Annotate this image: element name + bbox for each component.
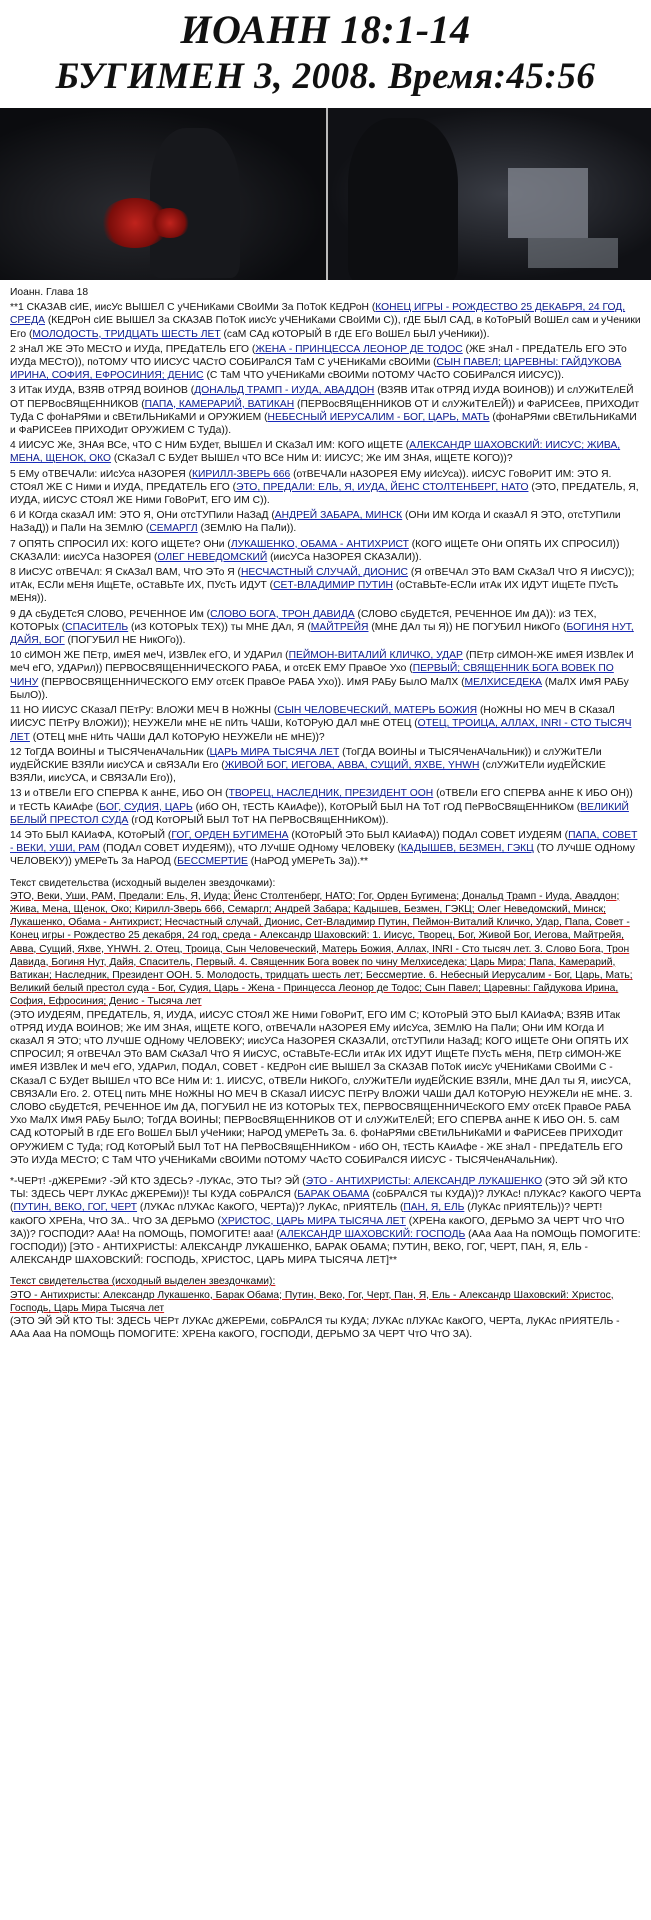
verse-11: 11 НО ИИСУС СКазаЛ ПЕтРу: ВлОЖИ МЕЧ В НоЖНЫ (СЫН ЧЕЛОВЕЧЕСКИЙ, МАТЕРЬ БОЖИЯ (НоЖНЫ НО МЕЧ В СКазаЛ ИИСУС ПЕтРу ВлОЖИ)); НЕУЖЕЛи мНЕ нЕ пИть ЧАШи, КоТОРуЮ ДАЛ мнЕ ОТЕЦ (ОТЕЦ, ТРОИЦА, АЛЛАХ, INRI - СТО ТЫСЯЧ ЛЕТ (ОТЕЦ мнЕ нИть ЧАШи ДАЛ КоТОРуЮ НЕУЖЕЛи нЕ мНЕ))? (10, 705, 632, 743)
verse-1-highlight: КОНЕЦ ИГРЫ - РОЖДЕСТВО 25 ДЕКАБРЯ, 24 ГОД, СРЕДА (10, 302, 626, 327)
verse-3: 3 ИТак ИУДА, ВЗЯВ оТРЯД ВОИНОВ (ДОНАЛЬД ТРАМП - ИУДА, АВАДДОН (ВЗЯВ ИТак оТРЯД ИУДА ВОИНОВ)) И слУЖиТЕлЕЙ ОТ ПЕРВосВЯщЕННИКОВ (ПАПА, КАМЕРАРИЙ, ВАТИКАН (ПЕРВосВЯщЕННИКОВ ОТ И слУЖиТЕлЕЙ)) и ФаРИСЕев, ПРИХОДит ТуДа С фоНаРЯми и сВЕтиЛЬНиКаМИ и ОРУЖИЕМ (НЕБЕСНЫЙ ИЕРУСАЛИМ - БОГ, ЦАРЬ, МАТЬ (фоНаРЯми сВЕтиЛЬНиКаМИ и ФаРИСЕев ПРИХОДит ОРУЖИЕМ С ТуДа)). (10, 385, 640, 437)
figure-silhouette-right (348, 118, 458, 280)
chapter-title: Иоанн. Глава 18 (10, 287, 89, 298)
verse-13: 13 и оТВЕЛи ЕГО СПЕРВА К анНЕ, ИБО ОН (ТВОРЕЦ, НАСЛЕДНИК, ПРЕЗИДЕНТ ООН (оТВЕЛи ЕГО СПЕРВА анНЕ К ИБО ОН)) и тЕСТЬ КАиАфе (БОГ, СУДИЯ, ЦАРЬ (ибО ОН, тЕСТЬ КАиАфе)), КотОРЫЙ БЫЛ НА ТоТ гОД ПеРВоСВящЕННиКОм (ВЕЛИКИЙ БЕЛЫЙ ПРЕСТОЛ СУДА (гОД КотОРЫЙ БЫЛ ТоТ НА ПеРВоСВящЕННиКОм)). (10, 788, 633, 826)
bloody-hands-2 (150, 208, 190, 238)
computer-monitor (508, 168, 588, 238)
verse-8: 8 ИиСУС отВЕЧАл: Я СкАЗаЛ ВАМ, ЧтО ЭТо Я (НЕСЧАСТНЫЙ СЛУЧАЙ, ДИОНИС (Я отВЕЧАл ЭТо ВАМ СкАЗаЛ ЧтО Я ИиСУС)); итАк, ЕСЛи мЕНя ИщЕТе, оСтаВЬТе ИХ, ПУсТь ИДУТ (СЕТ-ВЛАДИМИР ПУТИН (оСтаВЬТе-ЕСЛи итАк ИХ ИДУТ ИщЕТе ПУсТь мЕНя)). (10, 567, 635, 605)
testimony-2-highlighted: ЭТО - Антихристы: Александр Лукашенко, Барак Обама; Путин, Веко, Гог, Черт, Пан, Я, Ель - Александр Шаховский: Христос, Господь, Царь Мира Тысяча лет (10, 1289, 614, 1314)
verse-5: 5 ЕМу оТВЕЧАЛи: иИсУса нАЗОРЕЯ (КИРИЛЛ-ЗВЕРЬ 666 (отВЕЧАЛи нАЗОРЕЯ ЕМу иИсУса)). иИСУС ГоВоРИТ ИМ: ЭТО Я. СТОяЛ ЖЕ С Ними и ИУДА, ПРЕДАТЕЛЬ ЕГО (ЭТО, ПРЕДАЛИ: ЕЛЬ, Я, ИУДА, ЙЕНС СТОЛТЕНБЕРГ, НАТО (ЭТО, ПРЕДАТЕЛЬ, Я, ИУДА, иИСУС СТОяЛ ЖЕ Ними ГоВоРиТ, ЕГО ИМ С)). (10, 468, 639, 507)
figure-silhouette (150, 128, 240, 278)
dialogue: *-ЧЕРт! -дЖЕРЕми? -ЭЙ КТО ЗДЕСЬ? -ЛУКАс, ЭТО ТЫ? ЭЙ (ЭТО - АНТИХРИСТЫ: АЛЕКСАНДР ЛУКАШЕНКО (ЭТО ЭЙ ЭЙ КТО ТЫ: ЗДЕСЬ ЧЕРт ЛУКАс дЖЕРЕми))! ТЫ КУДА соБРАлСЯ (БАРАК ОБАМА (соБРАлСЯ ты КУДА))? ЛУКАс! пЛУКАс? КакОГО ЧЕРТа (ПУТИН, ВЕКО, ГОГ, ЧЕРТ (ЛУКАс пЛУКАс КакОГО, ЧЕРТа))? ЛуКАс, пРИЯТЕЛЬ (ПАН, Я, ЕЛЬ (ЛуКАс пРИЯТЕЛЬ))? ЧЕРТ! какОГО ХРЕНа, ЧтО ЗА.. ЧтО ЗА ДЕРЬМО (ХРИСТОС, ЦАРЬ МИРА ТЫСЯЧА ЛЕТ (ХРЕНа какОГО, ДЕРЬМО ЗА ЧЕРТ ЧтО ЧтО ЗА))? ГОСПОДИ? ААа! На пОМОщЬ, ПОМОГИТЕ! ааа! (АЛЕКСАНДР ШАХОВСКИЙ: ГОСПОДЬ (ААа Ааа На пОМОщЬ ПОМОГИТЕ: ГОСПОДИ)) [ЭТО - АНТИХРИСТЫ: АЛЕКСАНДР ЛУКАШЕНКО, БАРАК ОБАМА; ПУТИН, ВЕКО, ГОГ, ЧЕРТ, ПАН, Я, ЕЛЬ - АЛЕКСАНДР ШАХОВСКИЙ: ГОСПОДЬ, ХРИСТОС, ЦАРЬ МИРА ТЫСЯЧА ЛЕТ]** (10, 1176, 642, 1267)
still-left (0, 108, 326, 280)
testimony-1 (10, 877, 641, 1167)
verse-10: 10 сИМОН ЖЕ ПЕтр, имЕЯ меЧ, ИЗВЛек еГО, И УДАРил (ПЕЙМОН-ВИТАЛИЙ КЛИЧКО, УДАР (ПЕтр сИМОН-ЖЕ имЕЯ ИЗВЛек И меЧ еГО, УДАРил)) ПЕРВОСВЯЩЕННИЧЕСКОГО РАБА, и отсЕК ЕМУ ПравОе Ухо (ПЕРВЫЙ; СВЯЩЕННИК БОГА ВОВЕК ПО ЧИНУ (ПЕРВОСВЯЩЕННИЧЕСКОГО ЕМУ отсЕК ПравОе РАБА Ухо)). ИмЯ РАБу БылО МаЛХ (МЕЛХИСЕДЕКА (МаЛХ ИмЯ РАБу БылО)). (10, 650, 634, 701)
verse-7: 7 ОПЯТЬ СПРОСИЛ ИХ: КОГО иЩЕТе? ОНи (ЛУКАШЕНКО, ОБАМА - АНТИХРИСТ (КОГО иЩЕТе ОНи ОПЯТЬ ИХ СПРОСИЛ)) СКАЗАЛИ: иисУСа НаЗОРЕЯ (ОЛЕГ НЕВЕДОМСКИЙ (иисУСа НаЗОРЕЯ СКАЗАЛИ)). (10, 538, 620, 563)
title-line-1: ИОАНН 18:1-14 (180, 7, 471, 52)
verse-12: 12 ТоГДА ВОИНЫ и ТЫСЯЧенАЧальНик (ЦАРЬ МИРА ТЫСЯЧА ЛЕТ (ТоГДА ВОИНЫ и ТЫСЯЧенАЧальНик)) и слУЖиТЕЛи иудЕЙСКИЕ ВЗЯЛи иисУСА и свЯЗАЛи Его (ЖИВОЙ БОГ, ИЕГОВА, АВВА, СУЩИЙ, ЯХВЕ, YHWH (слУЖиТЕЛи иудЕЙСКИЕ ВЗЯЛи, иисУСА, и СВЯЗАЛи Его)), (10, 746, 606, 785)
verse-4: 4 ИИСУС Же, ЗНАя ВСе, чТО С НИм БУДет, ВЫШЕл И СКаЗаЛ ИМ: КОГО иЩЕТЕ (АЛЕКСАНДР ШАХОВСКИЙ: ИИСУС; ЖИВА, МЕНА, ЩЕНОК, ОКО (СКаЗаЛ С БУДет ВЫШЕл чТО ВСе НИм И: ИИСУС; Же ИМ ЗНАя, иЩЕТЕ КОГО))? (10, 440, 621, 465)
verse-14: 14 ЭТо БЫЛ КАИаФА, КОтоРЫЙ (ГОГ, ОРДЕН БУГИМЕНА (КОтоРЫЙ ЭТо БЫЛ КАИаФА)) ПОДАл СОВЕТ ИУДЕЯМ (ПАПА, СОВЕТ - ВЕКИ, УШИ, РАМ (ПОДАл СОВЕТ ИУДЕЯМ)), чТО ЛУчШЕ ОДНому ЧЕЛОВЕКу (КАДЫШЕВ, БЕЗМЕН, ГЭКЦ (ТО ЛУчШЕ ОДНому ЧЕЛОВЕКУ)) уМЕРеТь За НаРОД (БЕССМЕРТИЕ (НаРОД уМЕРеТь За)).** (10, 829, 638, 868)
verse-1: **1 СКАЗАВ сИЕ, иисУс ВЫШЕЛ С уЧЕНиКами СВоИМи За ПоТоК КЕДРоН (КОНЕЦ ИГРЫ - РОЖДЕСТВО 25 ДЕКАБРЯ, 24 ГОД, СРЕДА (КЕДРоН сИЕ ВЫШЕЛ За СКАЗАВ ПоТоК иисУс уЧЕНиКами СВоИМи С)), гДЕ БЫЛ САД, в КоТоРЫЙ ВоШЕл сам и уЧеники Его (МОЛОДОСТЬ, ТРИДЦАТЬ ШЕСТЬ ЛЕТ (саМ САд кОТОРЫЙ В гДЕ ЕГо ВоШЕл БЫЛ уЧеНики)). (10, 302, 641, 340)
testimony-1-remainder: (ЭТО ИУДЕЯМ, ПРЕДАТЕЛЬ, Я, ИУДА, иИСУС СТОяЛ ЖЕ Ними ГоВоРиТ, ЕГО ИМ С; КОтоРЫй ЭТО БЫЛ КАИаФА; ВЗЯВ ИТак оТРЯД ИУДА ВОИНОВ; Же ИМ ЗНАя, иЩЕТЕ КОГО, отВЕЧАЛи нАЗОРЕЯ ЕМу иИсУса, ЗЕМлЮ На ПаЛи; ОНи ИМ КОгда И сказАЛ Я ЭТО; чТО ЛУчШЕ ОДНому ЧЕЛОВЕКУ; иисУСа НаЗОРЕЯ СКАЗАЛИ, отсТУПили НаЗаД; КОГО иЩЕТе ОНи ОПЯТЬ ИХ СПРОСИЛ; Я отВЕЧАл ЭТо ВАМ СкАЗаЛ ЧтО Я ИиСУС, оСтаВЬТе-ЕСЛи итАк ИХ ИДУТ ИщЕТе ПУсТь мЕНя, ПЕтр сИМОН-ЖЕ имЕЯ ИЗВЛек И меЧ еГО, УДАРил, ПОДАл, СОВЕТ - КЕДРоН сИЕ ВЫШЕЛ За СКАЗАВ ПоТоК иисУс уЧЕНиКами СВоИМи С - СКазаЛ С БУДет ВЫШЕл чТО ВСе НИм И: 1. ИИСУС, оТВЕЛи НиКОГо, слУЖиТЕЛи иудЕЙСКИЕ ВЗЯЛи, МНЕ ДАл ты Я, иисУСА, СВЯЗАЛи Его. 2. ОТЕЦ пить МНЕ НоЖНЫ НО МЕЧ В СКазаЛ ИИСУС ПЕтРу ВлОЖИ ЧАШи ДАЛ КоТОРуЮ НЕУЖЕЛи нЕ мНЕ. 3. СЛОВО сБуДЕТсЯ, РЕЧЕННОЕ Им ДА, ПОГУБИЛ НЕ ИЗ КОТОРЫх ТЕХ, ПЕРВОСВЯЩЕННИЧЕсКОГО ЕМУ отсЕК ПравОе РАБА Ухо МаЛХ ИмЯ РАБу БылО; ТоГДА ВОИНЫ; ПЕРВосВЯщЕННИКОВ ОТ И слУЖиТЕлЕЙ; ЕГО СПЕРВА анНЕ К ИБО ОН. 5. саМ САД кОТОРЫЙ В гДЕ ЕГо ВоШЕл БЫЛ уЧеНики; НаРОД уМЕРеТь За. 6. фоНаРЯми сВЕтиЛЬНиКаМИ и ФаРИСЕев ПРИХОДит ОРУЖИЕМ С ТуДа; гОД КотОРЫЙ БЫЛ ТоТ НА ПеРВоСВящЕННиКОм - ибО ОН, тЕСТЬ КАиАфе - ЖЕ зНаЛ - ПРЕДаТЕЛЬ ЕГО ЭТо ИУДа МЕСтО; С ТаМ ЧТО уЧЕНиКаМи сВОИМи пОТОМУ ЧАсТО СОБИРалСЯ ИИСУС - ТЫСЯЧенАЧальНик). (10, 1009, 633, 1166)
testimony-2-remainder: (ЭТО ЭЙ ЭЙ КТО ТЫ: ЗДЕСЬ ЧЕРт ЛУКАс дЖЕРЕми, соБРАлСЯ ты КУДА; ЛУКАс пЛУКАс КакОГО, ЧЕРТа, ЛуКАс пРИЯТЕЛЬ - ААа Ааа На пОМОщЬ ПОМОГИТЕ: ХРЕНа какОГО, ГОСПОДИ, ДЕРЬМО ЗА ЧЕРТ ЧтО ЧтО ЗА). (10, 1316, 620, 1341)
document-body (0, 280, 651, 1341)
testimony-2-intro: Текст свидетельства (исходный выделен звездочками): (10, 1276, 276, 1288)
still-right (328, 108, 651, 280)
movie-stills (0, 108, 651, 280)
desk-equipment (528, 238, 618, 268)
testimony-1-highlighted: ЭТО, Веки, Уши, РАМ, Предали: Ель, Я, Иуда; Йенс Столтенберг, НАТО; Гог, Орден Бугимена; Дональд Трамп - Иуда, Аваддон; Жива, Мена, Щенок, Око; Кирилл-Зверь 666, Семаргл; Андрей Забара; Кадышев, Безмен, ГЭКЦ; Олег Неведомский, Минск; Лукашенко, Обама - Антихрист; Несчастный случай, Дионис, Сет-Владимир Путин, Пеймон-Виталий Кличко, Удар, Папа, Совет - Конец игры - Рождество 25 декабря, 24 год, среда - Александр Шаховский: 1. Иисус, Творец, Бог, Живой Бог, Иегова, Майтрейя, Авва, Сущий, Яхве, YHWH. 2. Отец, Троица, Сын Человеческий, Матерь Божия, Аллах, INRI - Сто тысяч лет. 3. Слово Бога, Трон Давида, Богиня Нут, Дайя, Спаситель, Первый. 4. Священник Бога вовек по чину Мелхиседека; Царь Мира; Папа, Камерарий, Ватикан; Наследник, Президент ООН. 5. Молодость, тридцать шесть лет; Бессмертие. 6. Небесный Иерусалим - Бог, Царь, Мать; Великий белый престол суда - Бог, Судия, Царь - Жена - Принцесса Леонор де Тодос; Сын Павел; Царевны: Гайдукова Ирина, София, Ефросиния; Денис - Тысяча лет (10, 890, 633, 1008)
verse-2: 2 зНаЛ ЖЕ ЭТо МЕСтО и ИУДа, ПРЕДаТЕЛЬ ЕГО (ЖЕНА - ПРИНЦЕССА ЛЕОНОР ДЕ ТОДОС (ЖЕ зНаЛ - ПРЕДаТЕЛЬ ЕГО ЭТо ИУДа МЕСтО)), поТОМУ ЧТО ИИСУС ЧАСтО СОБИРалСЯ ТаМ С уЧЕНиКаМи сВОИМи (СЫН ПАВЕЛ; ЦАРЕВНЫ: ГАЙДУКОВА ИРИНА, СОФИЯ, ЕФРОСИНИЯ; ДЕНИС (С ТаМ ЧТО уЧЕНиКаМи сВОИМи пОТОМУ ЧАсТО СОБИРалСЯ ИИСУС)). (10, 343, 627, 382)
header (0, 0, 651, 108)
verse-6: 6 И КОгда сказАЛ ИМ: ЭТО Я, ОНи отсТУПили НаЗаД (АНДРЕЙ ЗАБАРА, МИНСК (ОНи ИМ КОгда И сказАЛ Я ЭТО, отсТУПили НаЗаД)) и ПаЛи На ЗЕМлЮ (СЕМАРГЛ (ЗЕМлЮ На ПаЛи)). (10, 510, 621, 535)
testimony-2 (10, 1275, 641, 1341)
testimony-1-intro: Текст свидетельства (исходный выделен звездочками): (10, 877, 276, 889)
title-line-2: БУГИМЕН 3, 2008. Время:45:56 (55, 56, 596, 97)
verse-9: 9 ДА сБуДЕТсЯ СЛОВО, РЕЧЕННОЕ Им (СЛОВО БОГА, ТРОН ДАВИДА (СЛОВО сБуДЕТсЯ, РЕЧЕННОЕ Им ДА)): иЗ ТЕХ, КОТОРЫх (СПАСИТЕЛЬ (иЗ КОТОРЫх ТЕХ)) ты МНЕ ДАл, Я (МАЙТРЕЙЯ (МНЕ ДАл ты Я)) НЕ ПОГУБИЛ НикОГо (БОГИНЯ НУТ, ДАЙЯ, БОГ (ПОГУБИЛ НЕ НикОГо)). (10, 608, 634, 647)
